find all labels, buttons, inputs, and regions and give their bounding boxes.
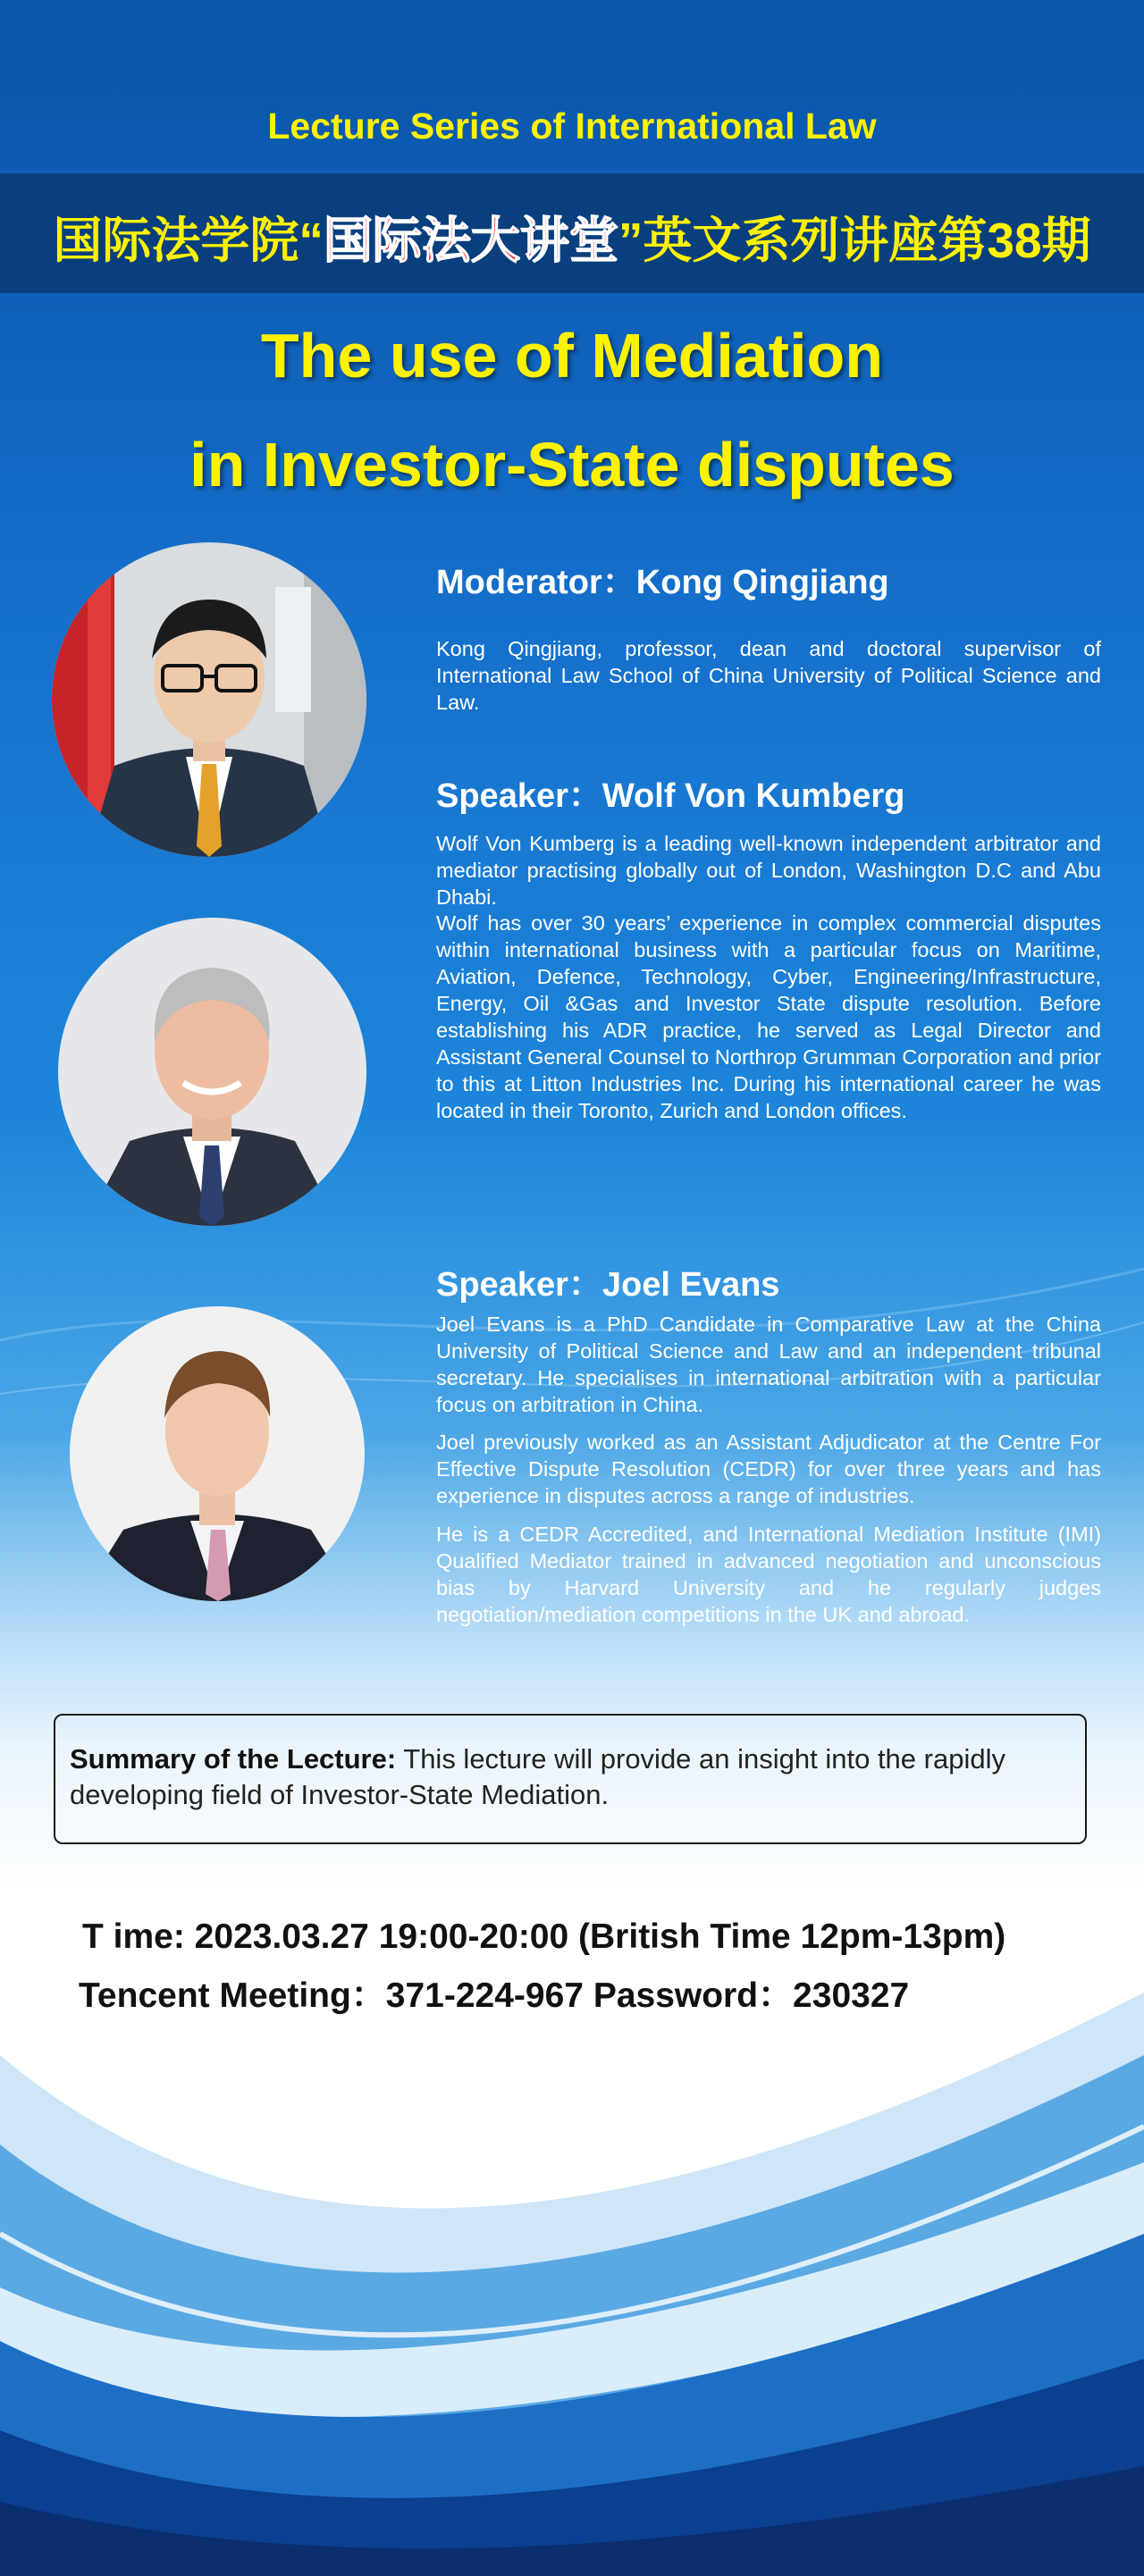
speaker2-bio-paragraph-1: Joel Evans is a PhD Candidate in Comparative Law at the China University of Political Science and Law and an independent tribunal secretary. He specialises in international arbitration with a particular focus on arbitration in China. [436, 1313, 1101, 1416]
moderator-bio: Kong Qingjiang, professor, dean and doctoral supervisor of International Law School of China University of Political Science and Law. [436, 637, 1101, 714]
speaker2-heading: Speaker：Joel Evans [436, 1266, 780, 1304]
chinese-title-highlight: 国际法大讲堂 [323, 213, 618, 268]
speaker2-photo [70, 1306, 365, 1601]
lecture-time: T ime: 2023.03.27 19:00-20:00 (British Time 12pm-13pm) [82, 1917, 1006, 1956]
chinese-title-suffix: ”英文系列讲座第38期 [618, 213, 1091, 268]
summary-text: This lecture will provide an insight into the rapidly developing field of Investor-State Mediation. [70, 1743, 1005, 1810]
lecture-title-line-1: The use of Mediation [260, 321, 884, 390]
speaker2-bio-paragraph-3: He is a CEDR Accredited, and International Mediation Institute (IMI) Qualified Mediator trained in advanced negotiation and unconscious bias by Harvard University and he regularly judges negotiation/mediation competitions in the UK and abroad. [436, 1523, 1101, 1626]
speaker1-photo [58, 918, 366, 1226]
moderator-heading: Moderator：Kong Qingjiang [436, 564, 889, 601]
speaker2-bio-paragraph-2: Joel previously worked as an Assistant Adjudicator at the Centre For Effective Dispute Resolution (CEDR) for over three years and has experience in disputes across a range of industries. [436, 1431, 1101, 1507]
chinese-title [0, 201, 1144, 272]
meeting-info: Tencent Meeting：371-224-967 Password：230327 [79, 1976, 910, 2015]
speaker1-bio-paragraph-1: Wolf Von Kumberg is a leading well-known independent arbitrator and mediator practising globally out of London, Washington D.C and Abu Dhabi. [436, 832, 1101, 909]
summary-label: Summary of the Lecture: [70, 1743, 397, 1775]
speaker1-heading: Speaker：Wolf Von Kumberg [436, 777, 905, 815]
chinese-title-prefix: 国际法学院“ [53, 213, 324, 268]
lecture-title-line-2: in Investor-State disputes [189, 430, 955, 499]
series-title: Lecture Series of International Law [267, 105, 877, 147]
lecture-summary [70, 1741, 1071, 1813]
moderator-photo [52, 542, 366, 857]
speaker1-bio-paragraph-2: Wolf has over 30 years’ experience in complex commercial disputes within international business with a particular focus on Maritime, Aviation, Defence, Technology, Cyber, Engineering/Infrastructure, Energy, Oil &Gas and Investor State dispute resolution. Before establishing his ADR practice, he served as Legal Director and Assistant General Counsel to Northrop Grumman Corporation and prior to this at Litton Industries Inc. During his international career he was located in their Toronto, Zurich and London offices. [436, 911, 1101, 1122]
